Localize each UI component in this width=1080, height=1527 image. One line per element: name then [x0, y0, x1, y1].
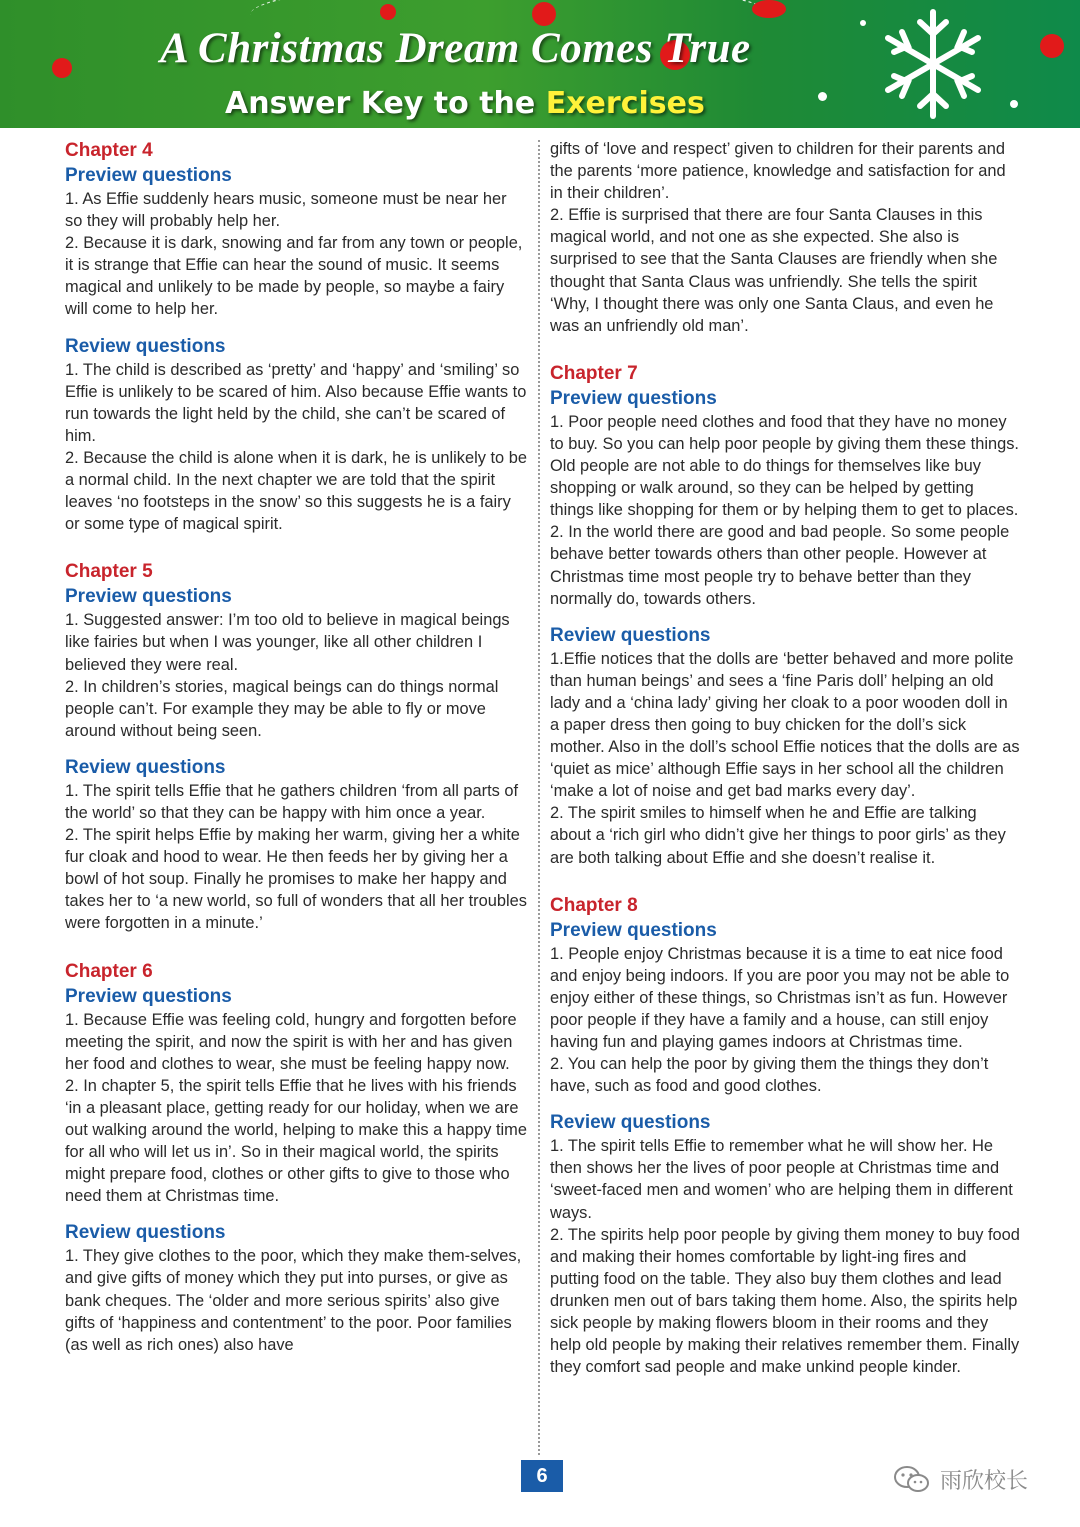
- answer-paragraph: 1. Because Effie was feeling cold, hungry and forgotten before meeting the spirit, and now the spirit is with her and has given her food and clothes to wear, she must be feeling happy now.: [65, 1010, 517, 1073]
- header-banner: [0, 0, 1080, 128]
- review-questions-heading: Review questions: [65, 756, 226, 778]
- answer-paragraph: 1.Effie notices that the dolls are ‘better behaved and more polite than human beings’ and sees a ‘fine Paris doll’ helping an old lady and a ‘china lady’ giving her cloak to a poor wooden doll in a paper dress then going to buy chicken for the doll’s sick mother. Also in the doll’s school Effie notices that the dolls are as ‘quiet as mice’ although Effie says in her school all the children ‘make a lot of noise and get bad marks every day’.: [550, 649, 1020, 801]
- chapter-heading: Chapter 5: [65, 561, 153, 583]
- answer-paragraph: 1. As Effie suddenly hears music, someone must be near her so they will probably help her.: [65, 190, 507, 231]
- watermark-text: 雨欣校长: [940, 1468, 1029, 1494]
- red-ornament-dot: [1040, 34, 1064, 58]
- watermark: [892, 1462, 1028, 1496]
- answer-paragraph: 2. In the world there are good and bad people. So some people behave better towards others than other people. However at Christmas time most people try to behave better than they normally do, towards others.: [550, 523, 1010, 608]
- preview-questions-heading: Preview questions: [65, 985, 232, 1007]
- right-column: [550, 138, 1020, 1378]
- page-subtitle: [225, 86, 705, 121]
- red-ornament-dot: [532, 2, 556, 26]
- review-questions-heading: Review questions: [65, 335, 226, 357]
- chapter-heading: Chapter 6: [65, 960, 153, 982]
- answer-paragraph: 1. People enjoy Christmas because it is a time to eat nice food and enjoy being indoors. If you are poor you may not be able to enjoy either of these things, so Christmas isn’t as fun. However poor people if they have a family and a house, can still enjoy having fun and playing games indoors at Christmas time.: [550, 944, 1010, 1051]
- answer-paragraph: 2. Because the child is alone when it is dark, he is unlikely to be a normal child. In the next chapter we are told that the spirit leaves ‘no footsteps in the snow’ so this suggests he is a fairy or some type of magical spirit.: [65, 448, 527, 534]
- chapter-heading: Chapter 7: [550, 362, 638, 384]
- subtitle-text: Answer Key to the: [225, 86, 536, 121]
- answer-paragraph: 2. Effie is surprised that there are four Santa Clauses in this magical world, and not one as she expected. She also is surprised to see that the Santa Clauses are friendly when she thought that Santa Claus was unfriendly. She tells the spirit ‘Why, I thought there was only one Santa Claus, and even he was an unfriendly old man’.: [550, 206, 998, 335]
- snow-dot: [818, 92, 827, 101]
- review-questions-heading: Review questions: [65, 1222, 226, 1244]
- answer-paragraph: 2. The spirit smiles to himself when he and Effie are talking about a ‘rich girl who didn’t give her things to poor girls’ as they are both talking about Effie and she doesn’t realise it.: [550, 804, 1006, 867]
- red-ornament-dot: [752, 0, 786, 18]
- red-ornament-dot: [52, 58, 72, 78]
- answer-paragraph: 2. The spirit helps Effie by making her warm, giving her a white fur cloak and hood to wear. He then feeds her by giving her a bowl of hot soup. Finally he promises to make her happy and takes her to ‘a new world, so full of wonders that all her troubles were forgotten in a minute.’: [65, 826, 527, 933]
- left-column: [65, 138, 527, 1356]
- chapter-heading: Chapter 4: [65, 140, 153, 161]
- answer-paragraph: 1. The spirit tells Effie that he gathers children ‘from all parts of the world’ so that they can be happy with him once a year.: [65, 781, 519, 822]
- page-title: A Christmas Dream Comes True: [160, 25, 751, 72]
- answer-paragraph: 1. The spirit tells Effie to remember what he will show her. He then shows her the lives of poor people at Christmas time and ‘sweet-faced men and women’ who are helping them in different ways.: [550, 1137, 1013, 1222]
- answer-paragraph: 2. In children’s stories, magical beings can do things normal people can’t. For example they may be able to fly or move around without being seen.: [65, 677, 499, 740]
- preview-questions-heading: Preview questions: [65, 165, 232, 186]
- preview-questions-heading: Preview questions: [550, 387, 717, 409]
- answer-paragraph: 2. In chapter 5, the spirit tells Effie that he lives with his friends ‘in a pleasant place, getting ready for our holiday, when we are out walking around the world, helping to make this a happy time for all who will let us in’. So in their magical world, the spirits might prepare food, clothes or other gifts to give to those who need them at Christmas time.: [65, 1076, 527, 1206]
- page-number: 6: [521, 1460, 563, 1492]
- snow-dot: [1010, 100, 1018, 108]
- answer-paragraph: 2. Because it is dark, snowing and far from any town or people, it is strange that Effie can hear the sound of music. It seems magical and unlikely to be made by people, so maybe a fairy will come to help her.: [65, 234, 523, 319]
- preview-questions-heading: Preview questions: [550, 919, 717, 941]
- answer-paragraph: 1. The child is described as ‘pretty’ and ‘happy’ and ‘smiling’ so Effie is unlikely to be scared of him. Also because Effie wants to run towards the light held by the child, she can’t be scared of him.: [65, 360, 527, 445]
- snowflake-icon: [858, 4, 1008, 124]
- answer-paragraph: 2. The spirits help poor people by giving them money to buy food and making their homes comfortable by light-ing fires and putting food on the table. They also buy them clothes and lead drunken men out of bars taking them home. Also, the spirits help sick people by making flowers bloom in their rooms and they help old people by making their relatives remember them. Finally they comfort sad people and make unkind people kinder.: [550, 1225, 1020, 1377]
- chapter-heading: Chapter 8: [550, 894, 638, 916]
- red-ornament-dot: [380, 4, 396, 20]
- review-questions-heading: Review questions: [550, 624, 711, 646]
- answer-paragraph: gifts of ‘love and respect’ given to children for their parents and the parents ‘more patience, knowledge and satisfaction for and in their children’.: [550, 140, 1006, 203]
- column-divider: [538, 140, 540, 1455]
- wechat-icon: [892, 1464, 932, 1494]
- answer-paragraph: 1. Poor people need clothes and food that they have no money to buy. So you can help poor people by giving them these things. Old people are not able to do things for themselves like buy shopping or walk around, so they can be helped by getting things like shopping for them or by helping them to get to places.: [550, 412, 1019, 520]
- review-questions-heading: Review questions: [550, 1112, 711, 1134]
- answer-paragraph: 1. They give clothes to the poor, which they make them-selves, and give gifts of money which they put into purses, or give as bank cheques. The ‘older and more serious spirits’ also give gifts of ‘happiness and contentment’ to the poor. Poor families (as well as rich ones) also have: [65, 1247, 522, 1354]
- answer-paragraph: 2. You can help the poor by giving them the things they don’t have, such as food and good clothes.: [550, 1055, 989, 1096]
- preview-questions-heading: Preview questions: [65, 586, 232, 608]
- answer-paragraph: 1. Suggested answer: I’m too old to believe in magical beings like fairies but when I was younger, like all other children I believed they were real.: [65, 611, 510, 674]
- subtitle-highlight: Exercises: [545, 86, 705, 121]
